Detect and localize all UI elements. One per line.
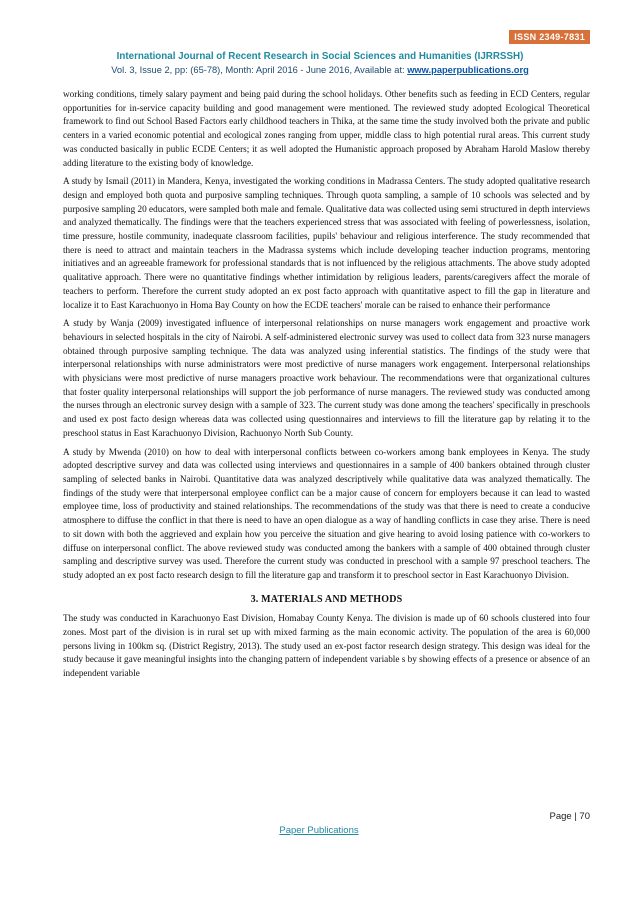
publisher-name: Paper Publications <box>279 825 359 836</box>
volume-info-text: Vol. 3, Issue 2, pp: (65-78), Month: April 2016 - June 2016, Available at: <box>111 65 408 75</box>
section-heading: 3. MATERIALS AND METHODS <box>250 593 403 605</box>
body-paragraph: working conditions, timely salary payment and being paid during the school holidays. Other benefits such as feeding in ECD Centers, regular opportunities for in-service capacity building and good management were mentioned. The reviewed study adopted Ecological Theoretical framework to find out School Based Factors early childhood teachers in Thika, at the same time the study involved both the private and public centers in a varied economic potential and ecological zones ranging from upper, middle class to high potential rural areas. This current study was conducted basically in public ECDE Centers; it as well adopted the Humanistic approach proposed by Abraham Harold Maslow thereby adding literature to the existing body of knowledge. <box>63 89 590 168</box>
issn-badge: ISSN 2349-7831 <box>509 30 590 44</box>
page-number: Page | 70 <box>549 811 590 822</box>
journal-volume-info <box>40 65 600 75</box>
body-paragraph: A study by Mwenda (2010) on how to deal with interpersonal conflicts between co-workers among bank employees in Kenya. The study adopted descriptive survey and data was collected using interviews and questionnaires in a sample of 400 bankers obtained through cluster sampling of selected banks in Nairobi. Quantitative data was analyzed descriptively while qualitative data was analyzed thematically. The findings of the study were that interpersonal employee conflict can be a major cause of concern for employers because it can lead to wasted employee time, loss of productivity and stained relationships. The recommendations of the study was that there is need to create a conducive atmosphere to diffuse the conflict in that there is need to have an open dialogue as a way of handling conflicts in case they arise. There is need to sit down with both the aggrieved and explain how you perceive the situation and give hearing to avoid losing patience with co-workers to diffuse on interpersonal conflict. The above reviewed study was conducted among the bankers with a sample of 400 obtained through cluster sampling and descriptive survey was used. Therefore the current study was conducted in preschool with a sample 97 preschool teachers. The study adopted an ex post facto research design to fill the literature gap and transform it to preschool sector in East Karachuonyo Division. <box>63 446 590 580</box>
publisher-footer <box>0 825 638 836</box>
section-paragraph: The study was conducted in Karachuonyo East Division, Homabay County Kenya. The division is made up of 60 schools clustered into four zones. Most part of the division is in rural set up with mixed farming as the main economic activity. The population of the area is 60,000 persons living in 100km sq. (District Registry, 2013). The study used an ex-post factor research design strategy. This design was ideal for the study because it gave meaningful insights into the changing pattern of independent variable s by showing effects of a presence or absence of an independent variable <box>63 613 590 679</box>
journal-title: International Journal of Recent Research in Social Sciences and Humanities (IJRRSSH) <box>116 51 524 62</box>
page-body <box>63 88 590 686</box>
body-paragraph: A study by Wanja (2009) investigated influence of interpersonal relationships on nurse managers work engagement and proactive work behaviours in selected hospitals in the city of Nairobi. A self-administered electronic survey was used to collect data from 323 nurse managers obtained through purposive sampling technique. The data was analyzed using inferential statistics. The findings of the study were that interpersonal relationships with nurse administrators were most predictive of nurse managers work engagement. Interpersonal relationships with physicians were most predictive of nurse managers proactive work behaviour. The recommendations were that organizational cultures that foster quality interpersonal relationships will support the job performance of nurse managers. The reviewed study was conducted among the nurses through an electronic survey design with a sample of 323. The current study was done among the teachers' specifically in preschools and used ex post facto design whereas data was collected using questionnaires and interviews to fill the literature gap by relating it to the preschool status in East Karachuonyo Division, Rachuonyo North Sub County. <box>63 318 590 438</box>
website-link[interactable]: www.paperpublications.org <box>407 65 529 75</box>
body-paragraph: A study by Ismail (2011) in Mandera, Kenya, investigated the working conditions in Madrassa Centers. The study adopted qualitative research design and employed both quota and purposive sampling techniques. Through quota sampling, a sample of 10 schools was selected and by purposive sampling 20 educators, were sampled both male and female. Qualitative data was collected using semi structured in depth interviews and analyzed thematically. The findings were that the teachers experienced stress that was associated with feeling of powerlessness, isolation, time pressure, hostile community, inadequate classroom facilities, pupils' behaviour and religious interference. The study recommended that there is need to attract and maintain teachers in the Madrassa systems which include developing teacher induction programs, mentoring initiatives and an agreeable framework for professional standards that is not influenced by the religious attachments. The above study adopted qualitative approach. There were no quantitative findings whether intimidation by religious leaders, parents/caregivers affect the morale of teachers to perform. Therefore the current study adopted an ex post facto approach with quantitative aspect to fill the gap in literature and localize it to East Karachuonyo in Homa Bay County on how the ECDE teachers' morale can be raised to enhance their performance <box>63 176 590 310</box>
